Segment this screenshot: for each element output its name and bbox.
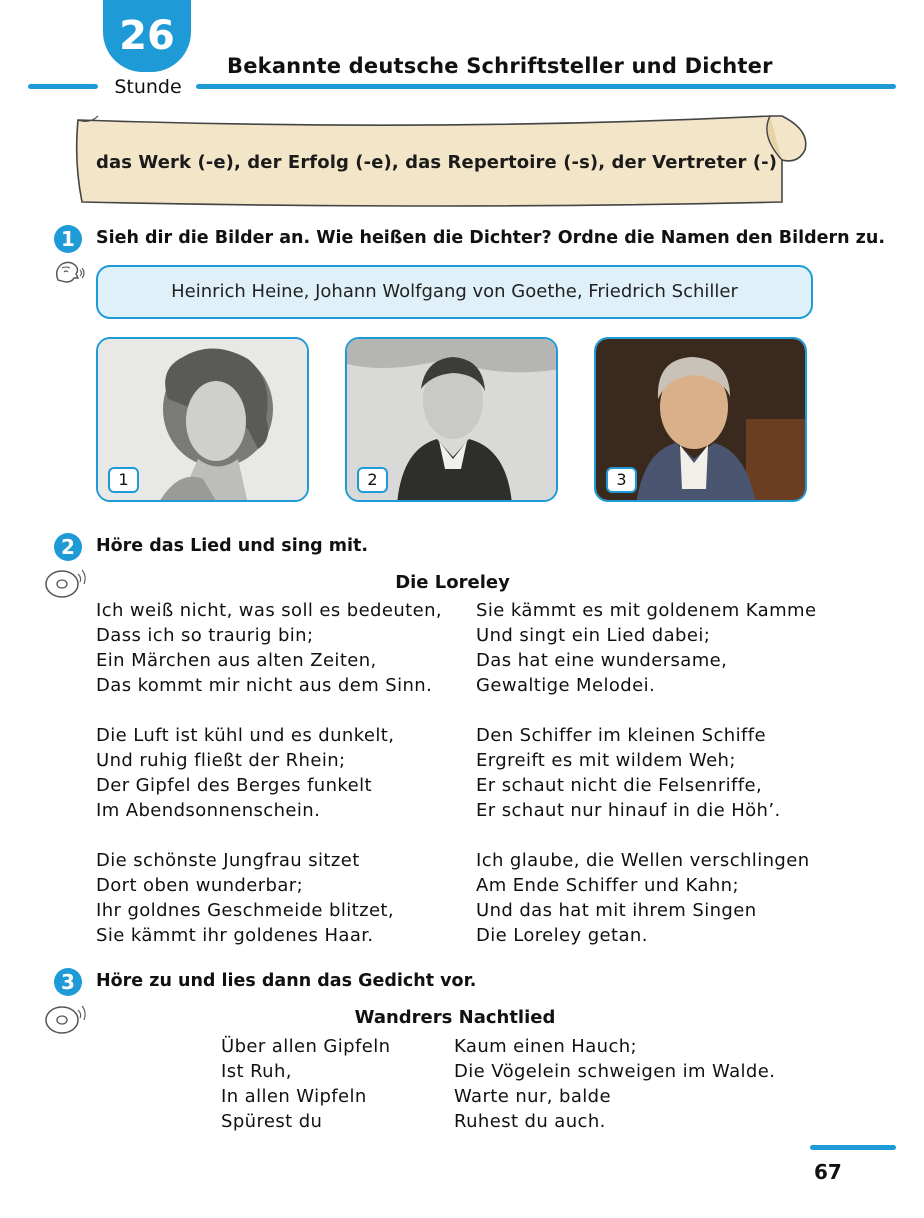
page-number: 67	[814, 1160, 842, 1184]
picture-number-2: 2	[357, 467, 388, 493]
task-3-instruction: Höre zu und lies dann das Gedicht vor.	[96, 971, 477, 991]
poet-names-box: Heinrich Heine, Johann Wolfgang von Goethe, Friedrich Schiller	[96, 265, 813, 319]
loreley-stanza-6: Ich glaube, die Wellen verschlingen Am Ende Schiffer und Kahn; Und das hat mit ihrem Singen Die Loreley getan.	[476, 850, 810, 946]
lesson-number-badge: 26	[103, 0, 191, 72]
poem-title-loreley: Die Loreley	[395, 572, 510, 593]
nachtlied-left-column: Über allen Gipfeln Ist Ruh, In allen Wipfeln Spürest du	[221, 1036, 391, 1132]
page-title: Bekannte deutsche Schriftsteller und Dichter	[227, 54, 773, 78]
header-rule-left	[28, 84, 98, 89]
task-3-number: 3	[54, 968, 82, 996]
loreley-stanza-4: Sie kämmt es mit goldenem Kamme Und singt ein Lied dabei; Das hat eine wundersame, Gewaltige Melodei.	[476, 600, 817, 696]
loreley-stanza-1: Ich weiß nicht, was soll es bedeuten, Dass ich so traurig bin; Ein Märchen aus alten Zeiten, Das kommt mir nicht aus dem Sinn.	[96, 600, 443, 696]
loreley-stanza-2: Die Luft ist kühl und es dunkelt, Und ruhig fließt der Rhein; Der Gipfel des Berges funkelt Im Abendsonnenschein.	[96, 725, 395, 821]
nachtlied-right-column: Kaum einen Hauch; Die Vögelein schweigen im Walde. Warte nur, balde Ruhest du auch.	[454, 1036, 776, 1132]
vocabulary-list: das Werk (-e), der Erfolg (-e), das Repertoire (-s), der Vertreter (-)	[96, 152, 778, 173]
loreley-stanza-3: Die schönste Jungfrau sitzet Dort oben wunderbar; Ihr goldnes Geschmeide blitzet, Sie kämmt ihr goldenes Haar.	[96, 850, 395, 946]
speaking-head-icon	[52, 258, 86, 288]
task-1-instruction: Sieh dir die Bilder an. Wie heißen die Dichter? Ordne die Namen den Bildern zu.	[96, 228, 885, 248]
picture-number-1: 1	[108, 467, 139, 493]
task-1-number: 1	[54, 225, 82, 253]
poem-title-wandrers-nachtlied: Wandrers Nachtlied	[354, 1007, 556, 1028]
audio-cd-icon	[42, 566, 88, 600]
loreley-stanza-5: Den Schiffer im kleinen Schiffe Ergreift es mit wildem Weh; Er schaut nicht die Felsenriffe, Er schaut nur hinauf in die Höh’.	[476, 725, 781, 821]
task-2-number: 2	[54, 533, 82, 561]
picture-number-3: 3	[606, 467, 637, 493]
lesson-label: Stunde	[114, 76, 182, 98]
footer-rule	[810, 1145, 896, 1150]
task-2-instruction: Höre das Lied und sing mit.	[96, 536, 369, 556]
audio-cd-icon	[42, 1002, 88, 1036]
header-rule-right	[196, 84, 896, 89]
